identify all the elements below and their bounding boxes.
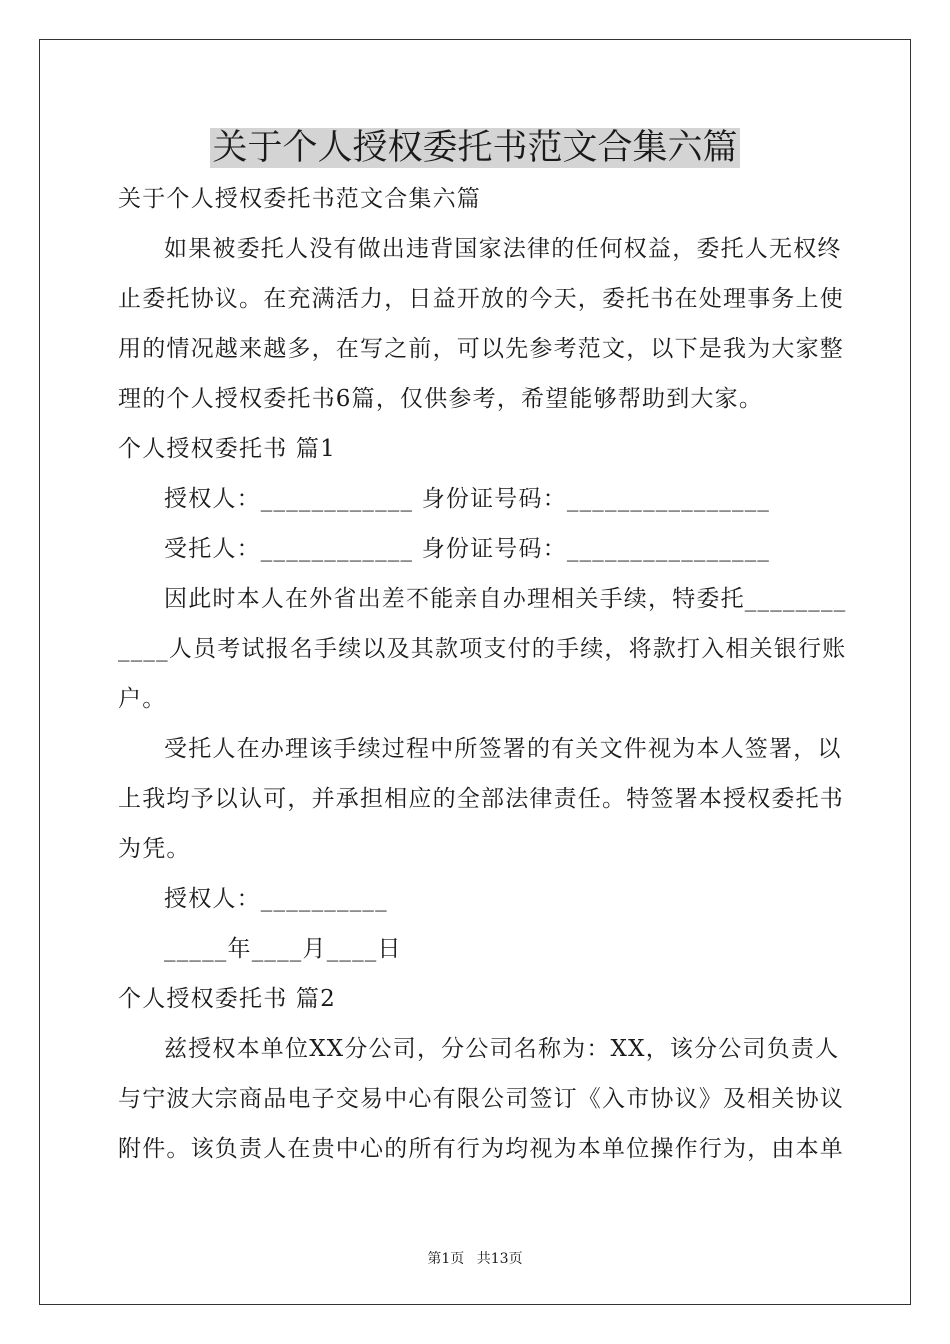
- date-line: _____年____月____日: [164, 936, 402, 962]
- document-title: 关于个人授权委托书范文合集六篇: [212, 128, 738, 168]
- page-number: 第1页: [427, 1251, 465, 1267]
- signature-line: 授权人：__________: [164, 886, 388, 912]
- paragraph-line: 户。: [118, 686, 167, 712]
- section-heading-1: 个人授权委托书 篇1: [118, 436, 336, 462]
- paragraph-line: 与宁波大宗商品电子交易中心有限公司签订《入市协议》及相关协议: [118, 1086, 844, 1112]
- section-heading-2: 个人授权委托书 篇2: [118, 986, 336, 1012]
- paragraph-line: 受托人在办理该手续过程中所签署的有关文件视为本人签署，以: [164, 736, 842, 762]
- paragraph-line: 因此时本人在外省出差不能亲自办理相关手续，特委托________: [164, 586, 847, 612]
- paragraph-line: 为凭。: [118, 836, 191, 862]
- subtitle-line: 关于个人授权委托书范文合集六篇: [118, 186, 481, 212]
- paragraph-line: 止委托协议。在充满活力，日益开放的今天，委托书在处理事务上使: [118, 286, 844, 312]
- paragraph-line: ____人员考试报名手续以及其款项支付的手续，将款打入相关银行账: [118, 636, 847, 662]
- paragraph-line: 如果被委托人没有做出违背国家法律的任何权益，委托人无权终: [164, 236, 842, 262]
- page-total: 共13页: [476, 1251, 523, 1267]
- page-footer: [0, 1250, 950, 1268]
- paragraph-line: 附件。该负责人在贵中心的所有行为均视为本单位操作行为，由本单: [118, 1136, 844, 1162]
- page-border: [39, 39, 911, 1305]
- paragraph-line: 用的情况越来越多，在写之前，可以先参考范文，以下是我为大家整: [118, 336, 844, 362]
- title-container: [0, 128, 950, 168]
- paragraph-line: 上我均予以认可，并承担相应的全部法律责任。特签署本授权委托书: [118, 786, 844, 812]
- paragraph-line: 理的个人授权委托书6篇，仅供参考，希望能够帮助到大家。: [118, 386, 764, 412]
- paragraph-line: 兹授权本单位XX分公司，分公司名称为：XX，该分公司负责人: [164, 1036, 840, 1062]
- trustee-line: 受托人：____________ 身份证号码：________________: [164, 536, 771, 562]
- grantor-line: 授权人：____________ 身份证号码：________________: [164, 486, 771, 512]
